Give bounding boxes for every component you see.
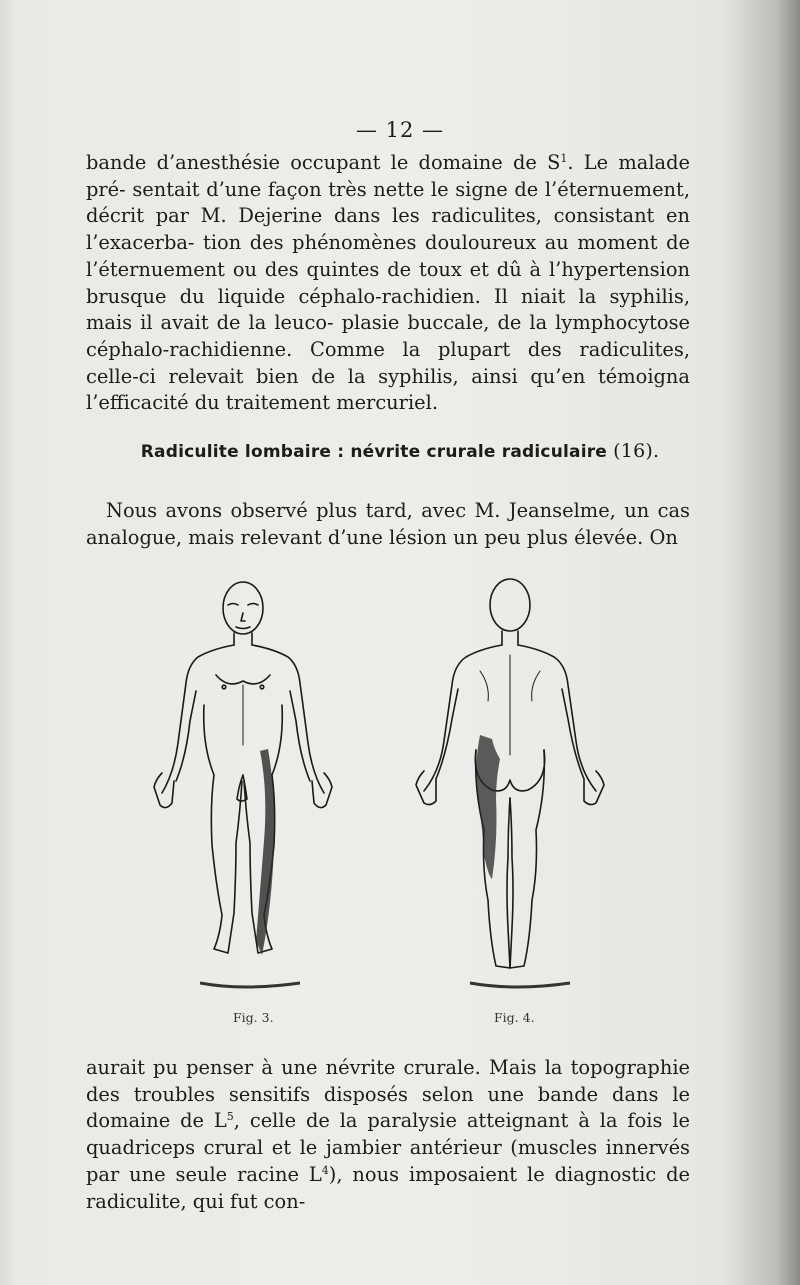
p1-line-1-tail: . Le malade pré-: [86, 151, 690, 201]
head-outline: [490, 579, 530, 631]
paragraph-3: [86, 1055, 690, 1215]
figure-3-front-body: [150, 575, 350, 995]
p3-line-5-post: ), nous imposaient le diagnostic de radiculite, qui fut con-: [86, 1162, 690, 1213]
p1-line-4: tion des phénomènes douloureux au moment de l’éternuement: [86, 231, 691, 281]
p3-line-4: et le jambier antérieur (muscles innervés par une seule racine: [86, 1136, 690, 1186]
p1-line-7: plasie buccale, de la lymphocytose céphalo-rachidienne. Comme: [86, 311, 690, 361]
anesthesia-shading: [476, 735, 500, 879]
p3-line-2: troubles sensitifs disposés selon une bande dans le domaine de: [86, 1082, 690, 1133]
p3-line-1: aurait pu penser à une névrite crurale. Mais la topographie des: [86, 1056, 690, 1106]
p1-line-1: bande d’anesthésie occupant le domaine de S: [86, 151, 561, 174]
figure-4-caption: Fig. 4.: [494, 1010, 535, 1025]
p1-line-2: sentait d’une façon très nette le signe de l’éternuement, décrit: [86, 177, 690, 228]
figure-4-back-body: [410, 575, 620, 995]
p1-line-8: la plupart des radiculites, celle-ci relevait bien de la syphilis,: [86, 337, 691, 388]
p3-line-5-pre: L: [308, 1162, 322, 1186]
p3-line-3-sup: 5: [226, 1110, 234, 1124]
heading-text: Radiculite lombaire : névrite crurale radiculaire: [140, 442, 608, 462]
p1-line-9: ainsi qu’en témoigna l’efficacité du traitement mercuriel.: [86, 364, 690, 415]
paragraph-2: [86, 498, 690, 551]
p1-line-3: par M. Dejerine dans les radiculites, consistant en l’exacerba-: [86, 204, 690, 255]
paragraph-1: [86, 150, 690, 417]
p3-line-5-sup: 4: [321, 1163, 329, 1177]
p1-line-5: ou des quintes de toux et dû à l’hypertension brusque du liquide: [86, 257, 690, 308]
p1-sup: 1: [560, 152, 568, 165]
p3-line-3-pre: L: [213, 1109, 227, 1133]
p2-line-1: Nous avons observé plus tard, avec M. Jeanselme, un cas: [106, 499, 690, 522]
page-number: — 12 —: [355, 118, 445, 142]
heading-ref: (16).: [613, 440, 660, 462]
head-outline: [223, 582, 263, 634]
p1-line-6: céphalo-rachidien. Il niait la syphilis, mais il avait de la leuco-: [86, 284, 691, 335]
p3-line-3-post: , celle de la paralysie atteignant à la fois le quadriceps crural: [86, 1109, 690, 1160]
section-heading: [0, 440, 800, 462]
figure-3-caption: Fig. 3.: [233, 1010, 274, 1025]
anesthesia-shading: [256, 749, 274, 955]
p2-line-2: analogue, mais relevant d’une lésion un peu plus élevée. On: [86, 525, 678, 549]
